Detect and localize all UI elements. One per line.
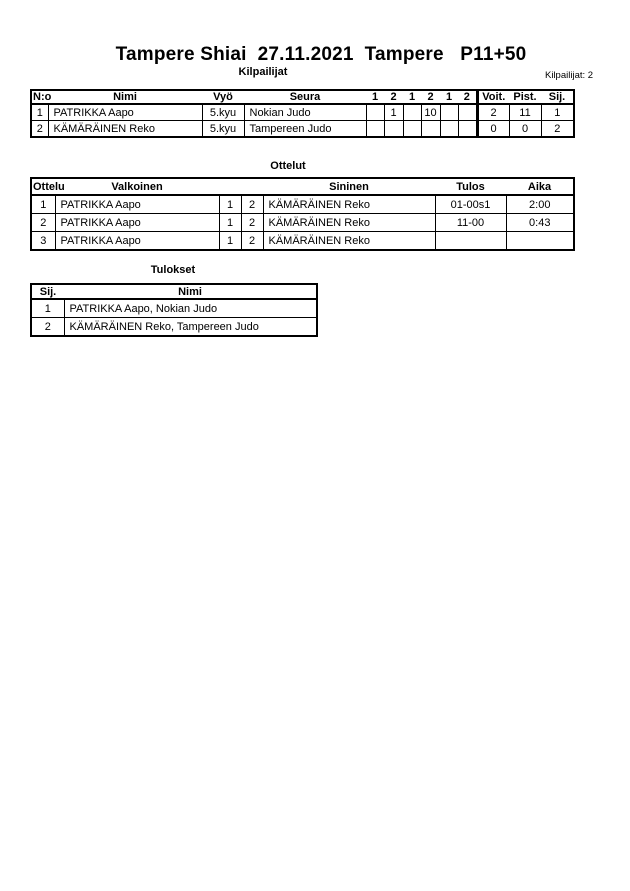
results-heading: Tulokset <box>150 264 196 276</box>
col-header-place: Sij. <box>541 90 574 104</box>
cell-match-no: 3 <box>31 232 55 251</box>
matches-heading: Ottelut <box>270 160 306 172</box>
cell-score-5 <box>440 121 458 138</box>
col-header-round-4: 2 <box>421 90 440 104</box>
cell-score-6 <box>458 121 477 138</box>
cell-blue-no: 2 <box>241 232 263 251</box>
cell-wins: 0 <box>477 121 509 138</box>
matches-header-row <box>31 178 574 195</box>
cell-time: 0:43 <box>506 214 574 232</box>
results-table <box>30 283 318 337</box>
competitors-header-row <box>31 90 574 104</box>
col-header-name: Nimi <box>48 90 202 104</box>
cell-name: PATRIKKA Aapo, Nokian Judo <box>64 299 317 318</box>
cell-match-no: 2 <box>31 214 55 232</box>
col-header-wins: Voit. <box>477 90 509 104</box>
col-header-round-2: 2 <box>384 90 403 104</box>
cell-name: PATRIKKA Aapo <box>48 104 202 121</box>
cell-score-2 <box>384 121 403 138</box>
col-header-points: Pist. <box>509 90 541 104</box>
cell-score-4 <box>421 121 440 138</box>
col-header-name: Nimi <box>64 284 317 299</box>
cell-place: 1 <box>31 299 64 318</box>
cell-white-name: PATRIKKA Aapo <box>55 195 219 214</box>
match-row <box>31 195 574 214</box>
cell-place: 2 <box>541 121 574 138</box>
cell-white-no: 1 <box>219 232 241 251</box>
cell-match-no: 1 <box>31 195 55 214</box>
cell-score-1 <box>366 104 384 121</box>
cell-score-5 <box>440 104 458 121</box>
cell-blue-no: 2 <box>241 195 263 214</box>
cell-score-1 <box>366 121 384 138</box>
result-row <box>31 318 317 337</box>
cell-belt: 5.kyu <box>202 104 244 121</box>
col-header-spacer <box>219 178 241 195</box>
cell-score-3 <box>403 121 421 138</box>
col-header-spacer <box>241 178 263 195</box>
cell-white-name: PATRIKKA Aapo <box>55 232 219 251</box>
cell-white-name: PATRIKKA Aapo <box>55 214 219 232</box>
cell-no: 1 <box>31 104 48 121</box>
col-header-blue: Sininen <box>263 178 435 195</box>
cell-time <box>506 232 574 251</box>
results-header-row <box>31 284 317 299</box>
col-header-place: Sij. <box>31 284 64 299</box>
cell-belt: 5.kyu <box>202 121 244 138</box>
cell-score-3 <box>403 104 421 121</box>
result-row <box>31 299 317 318</box>
col-header-club: Seura <box>244 90 366 104</box>
col-header-round-3: 1 <box>403 90 421 104</box>
cell-blue-name: KÄMÄRÄINEN Reko <box>263 195 435 214</box>
cell-result: 01-00s1 <box>435 195 506 214</box>
col-header-round-5: 1 <box>440 90 458 104</box>
competitors-table <box>30 89 575 138</box>
col-header-white: Valkoinen <box>55 178 219 195</box>
cell-white-no: 1 <box>219 195 241 214</box>
cell-result: 11-00 <box>435 214 506 232</box>
cell-club: Nokian Judo <box>244 104 366 121</box>
cell-points: 0 <box>509 121 541 138</box>
cell-club: Tampereen Judo <box>244 121 366 138</box>
cell-place: 2 <box>31 318 64 337</box>
cell-white-no: 1 <box>219 214 241 232</box>
cell-result <box>435 232 506 251</box>
col-header-round-6: 2 <box>458 90 477 104</box>
matches-table <box>30 177 575 251</box>
cell-place: 1 <box>541 104 574 121</box>
col-header-match: Ottelu <box>31 178 55 195</box>
cell-no: 2 <box>31 121 48 138</box>
cell-wins: 2 <box>477 104 509 121</box>
cell-name: KÄMÄRÄINEN Reko, Tampereen Judo <box>64 318 317 337</box>
competitor-row <box>31 104 574 121</box>
competitor-row <box>31 121 574 138</box>
col-header-round-1: 1 <box>366 90 384 104</box>
match-row <box>31 214 574 232</box>
col-header-belt: Vyö <box>202 90 244 104</box>
cell-score-4: 10 <box>421 104 440 121</box>
col-header-result: Tulos <box>435 178 506 195</box>
cell-name: KÄMÄRÄINEN Reko <box>48 121 202 138</box>
competitors-heading: Kilpailijat <box>238 66 288 78</box>
cell-blue-name: KÄMÄRÄINEN Reko <box>263 232 435 251</box>
cell-time: 2:00 <box>506 195 574 214</box>
col-header-no: N:o <box>33 91 52 103</box>
cell-blue-no: 2 <box>241 214 263 232</box>
match-row <box>31 232 574 251</box>
cell-score-6 <box>458 104 477 121</box>
cell-blue-name: KÄMÄRÄINEN Reko <box>263 214 435 232</box>
cell-points: 11 <box>509 104 541 121</box>
col-header-time: Aika <box>506 178 574 195</box>
cell-score-2: 1 <box>384 104 403 121</box>
page-title: Tampere Shiai 27.11.2021 Tampere P11+50 <box>115 44 527 65</box>
competitor-count-label: Kilpailijat: 2 <box>545 70 594 81</box>
